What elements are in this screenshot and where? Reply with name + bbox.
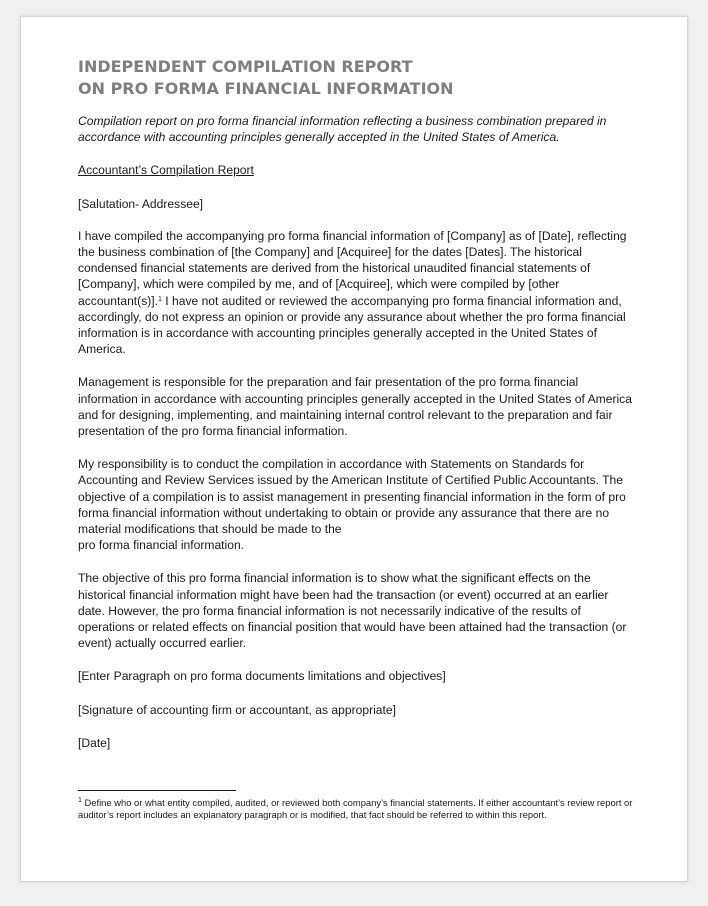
paragraph1-text-a: I have compiled the accompanying pro forma financial information of [Company] as of [Date], reflecting the business combination of [the Company] and [Acquiree] for the dates [Dates]. The historical condensed financial statements are derived from the historical unaudited financial statements of [Company], which were compiled by me, and of [Acquiree], which were compiled by [other accountant(s)]. [78,228,627,308]
footnote-separator [78,790,236,791]
document-title [78,56,634,100]
salutation: [Salutation- Addressee] [78,196,204,211]
document-body [78,56,634,751]
paragraph-accountant-responsibility [78,456,634,553]
placeholder-date: [Date] [78,735,111,750]
paragraph1-text-b: I have not audited or reviewed the accompanying pro forma financial information and, accordingly, do not express an opinion or provide any assurance about whether the pro forma financial information is in accordance with accounting principles generally accepted in the United States of America. [78,293,626,357]
footnote-reference: 1 [158,295,162,303]
paragraph-compilation-scope [78,228,634,358]
document-page [20,16,688,882]
paragraph3-text-a: My responsibility is to conduct the compilation in accordance with Statements on Standards for Accounting and Review Services issued by the American Institute of Certified Public Accountants. The objective of a compilation is to assist management in presenting financial information in the form of pro forma financial information without undertaking to obtain or provide any assurance that there are no material modifications that should be made to the [78,457,626,537]
placeholder-signature: [Signature of accounting firm or accountant, as appropriate] [78,702,396,717]
document-subtitle: Compilation report on pro forma financial information reflecting a business combination prepared in accordance with accounting principles generally accepted in the United States of America. [78,114,607,145]
paragraph3-text-b: pro forma financial information. [78,538,245,553]
footnote-number: 1 [78,797,82,804]
title-line-2: ON PRO FORMA FINANCIAL INFORMATION [78,79,454,98]
title-line-1: INDEPENDENT COMPILATION REPORT [78,57,413,76]
placeholder-limitations: [Enter Paragraph on pro forma documents limitations and objectives] [78,669,446,684]
paragraph-management-responsibility: Management is responsible for the preparation and fair presentation of the pro forma financial information in accordance with accounting principles generally accepted in the United States of America and for designing, implementing, and maintaining internal control relevant to the preparation and fair presentation of the pro forma financial information. [78,375,632,439]
paragraph-objective: The objective of this pro forma financial information is to show what the significant effects on the historical financial information might have been had the transaction (or event) occurred at an earlier date. However, the pro forma financial information is not necessarily indicative of the results of operations or related effects on financial position that would have been attained had the transaction (or event) actually occurred earlier. [78,571,627,651]
section-heading: Accountant’s Compilation Report [78,163,254,178]
footnote-text: Define who or what entity compiled, audited, or reviewed both company’s financial statements. If either accountant’s review report or auditor’s report includes an explanatory paragraph or is modified, that fact should be referred to within this report. [78,797,633,820]
footnote [78,797,638,821]
